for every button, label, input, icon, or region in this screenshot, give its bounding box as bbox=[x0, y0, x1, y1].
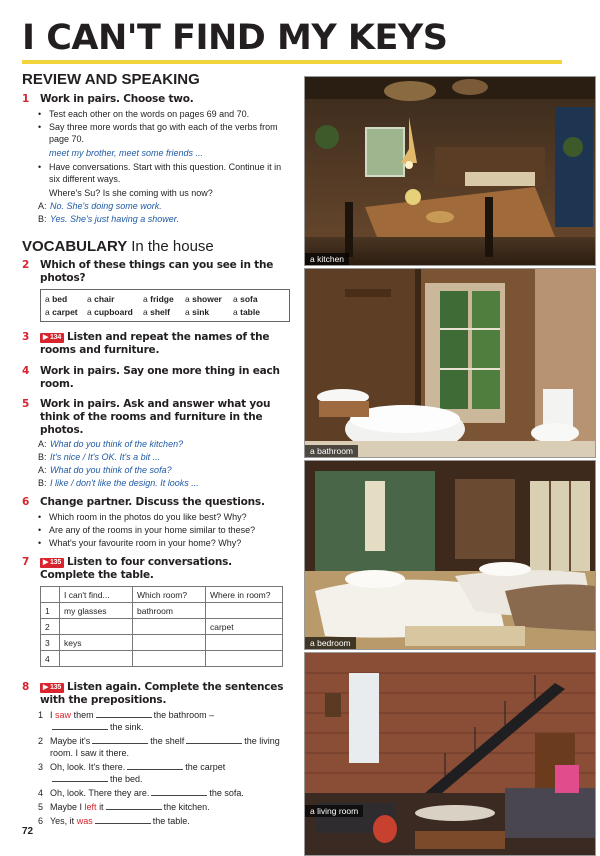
table-row: 1 my glasses bathroom bbox=[41, 603, 283, 619]
word-item: a cupboard bbox=[87, 307, 133, 317]
exercise-instruction: Change partner. Discuss the questions. bbox=[40, 496, 265, 508]
blank-gap[interactable] bbox=[186, 735, 242, 744]
sentence-item: 4 Oh, look. There they are. the sofa. bbox=[38, 788, 244, 798]
bullet-item: • What's your favourite room in your home? Why? bbox=[38, 537, 290, 549]
photo-caption: a bathroom bbox=[305, 445, 358, 457]
exercise-number: 2 bbox=[22, 259, 30, 271]
word-item: a sofa bbox=[233, 294, 258, 304]
vocabulary-heading-bold: VOCABULARY bbox=[22, 238, 128, 255]
blank-gap[interactable] bbox=[127, 761, 183, 770]
blank-gap[interactable] bbox=[151, 787, 207, 796]
exercise-1 bbox=[22, 93, 290, 106]
sentence-item: 3 Oh, look. It's there. the carpet the bed. bbox=[38, 762, 226, 784]
exercise-instruction: Listen again. Complete the sentences with the prepositions. bbox=[40, 681, 284, 706]
word-item: a shelf bbox=[143, 307, 170, 317]
dialogue-line: A: What do you think of the kitchen? bbox=[38, 439, 184, 449]
bedroom-illustration bbox=[305, 461, 596, 650]
exercise-instruction: Listen to four conversations. Complete the table. bbox=[40, 556, 232, 581]
blank-gap[interactable] bbox=[52, 721, 108, 730]
blank-gap[interactable] bbox=[106, 801, 162, 810]
exercise-instruction: Work in pairs. Choose two. bbox=[40, 93, 194, 105]
bullet-item: • Are any of the rooms in your home similar to these? bbox=[38, 524, 290, 536]
starter-question: Where's Su? Is she coming with us now? bbox=[49, 188, 213, 198]
dialogue-line bbox=[38, 200, 290, 212]
photo-caption: a kitchen bbox=[305, 253, 349, 265]
word-item: a carpet bbox=[45, 307, 78, 317]
dialogue-text: No. She's doing some work. bbox=[50, 201, 162, 211]
page-title: I CAN'T FIND MY KEYS bbox=[22, 18, 448, 58]
table-row: 4 bbox=[41, 651, 283, 667]
title-rule bbox=[22, 60, 562, 64]
review-heading: REVIEW AND SPEAKING bbox=[22, 71, 200, 88]
exercise-1-bullets bbox=[38, 108, 290, 145]
bullet-item: • Which room in the photos do you like best? Why? bbox=[38, 511, 290, 523]
table-row: 3 keys bbox=[41, 635, 283, 651]
exercise-6 bbox=[22, 496, 290, 509]
exercise-6-bullets bbox=[38, 511, 290, 549]
exercise-1-bullets-2 bbox=[38, 161, 290, 185]
exercise-3 bbox=[22, 331, 290, 357]
exercise-number: 1 bbox=[22, 93, 30, 105]
word-item: a bed bbox=[45, 294, 68, 304]
photo-caption: a living room bbox=[305, 805, 363, 817]
exercise-number: 6 bbox=[22, 496, 30, 508]
word-item: a sink bbox=[185, 307, 210, 317]
kitchen-illustration bbox=[305, 77, 596, 266]
exercise-number: 4 bbox=[22, 365, 30, 377]
sentence-item: 2 Maybe it's the shelf the living room. I saw it there. bbox=[38, 736, 280, 758]
exercise-4 bbox=[22, 365, 290, 391]
blank-gap[interactable] bbox=[52, 773, 108, 782]
word-item: a chair bbox=[87, 294, 115, 304]
bathroom-illustration bbox=[305, 269, 596, 458]
dialogue-text: Yes. She's just having a shower. bbox=[50, 214, 179, 224]
photo-caption: a bedroom bbox=[305, 637, 356, 649]
exercise-instruction: Which of these things can you see in the photos? bbox=[40, 259, 274, 284]
dialogue-line bbox=[38, 213, 290, 225]
speaker: B: bbox=[38, 214, 47, 224]
exercise-number: 5 bbox=[22, 398, 30, 410]
table-row: 2 carpet bbox=[41, 619, 283, 635]
exercise-number: 3 bbox=[22, 331, 30, 343]
speaker: A: bbox=[38, 201, 47, 211]
audio-track-icon[interactable]: ▶ 135 bbox=[40, 683, 64, 693]
exercise-number: 7 bbox=[22, 556, 30, 568]
conversation-table bbox=[40, 586, 283, 667]
vocabulary-heading-topic: In the house bbox=[131, 238, 214, 255]
exercise-instruction: Work in pairs. Say one more thing in each room. bbox=[40, 365, 280, 390]
kitchen-photo bbox=[304, 76, 596, 266]
page-number: 72 bbox=[22, 826, 34, 837]
blank-gap[interactable] bbox=[96, 709, 152, 718]
table-header-row: I can't find... Which room? Where in room? bbox=[41, 587, 283, 603]
audio-track-icon[interactable]: ▶ 134 bbox=[40, 333, 64, 343]
sentence-item: 5 Maybe I left it the kitchen. bbox=[38, 802, 210, 812]
exercise-7 bbox=[22, 556, 290, 582]
exercise-instruction: Work in pairs. Ask and answer what you think of the rooms and furniture in the photos. bbox=[40, 398, 271, 436]
bullet-item: • Test each other on the words on pages 69 and 70. bbox=[38, 108, 290, 120]
exercise-instruction: Listen and repeat the names of the rooms and furniture. bbox=[40, 331, 270, 356]
blank-gap[interactable] bbox=[92, 735, 148, 744]
word-item: a shower bbox=[185, 294, 222, 304]
exercise-8 bbox=[22, 681, 290, 707]
dialogue-line: B: I like / don't like the design. It looks ... bbox=[38, 478, 199, 488]
audio-track-icon[interactable]: ▶ 135 bbox=[40, 558, 64, 568]
left-column bbox=[22, 70, 290, 827]
sentence-item: 1 I saw them the bathroom – the sink. bbox=[38, 710, 215, 732]
bedroom-photo bbox=[304, 460, 596, 650]
exercise-number: 8 bbox=[22, 681, 30, 693]
blank-gap[interactable] bbox=[95, 815, 151, 824]
living-room-illustration bbox=[305, 653, 596, 856]
example-text: meet my brother, meet some friends ... bbox=[49, 148, 204, 158]
living-room-photo bbox=[304, 652, 596, 856]
dialogue-line: A: What do you think of the sofa? bbox=[38, 465, 172, 475]
exercise-5 bbox=[22, 398, 290, 437]
bullet-item: • Say three more words that go with each of the verbs from page 70. bbox=[38, 121, 290, 145]
dialogue-line: B: It's nice / It's OK. It's a bit ... bbox=[38, 452, 161, 462]
bullet-item: • Have conversations. Start with this question. Continue it in six different ways. bbox=[38, 161, 290, 185]
word-item: a table bbox=[233, 307, 260, 317]
vocabulary-heading bbox=[22, 237, 290, 256]
bathroom-photo bbox=[304, 268, 596, 458]
sentence-item: 6 Yes, it was the table. bbox=[38, 816, 190, 826]
exercise-2 bbox=[22, 259, 290, 285]
word-item: a fridge bbox=[143, 294, 174, 304]
word-box bbox=[40, 289, 290, 322]
